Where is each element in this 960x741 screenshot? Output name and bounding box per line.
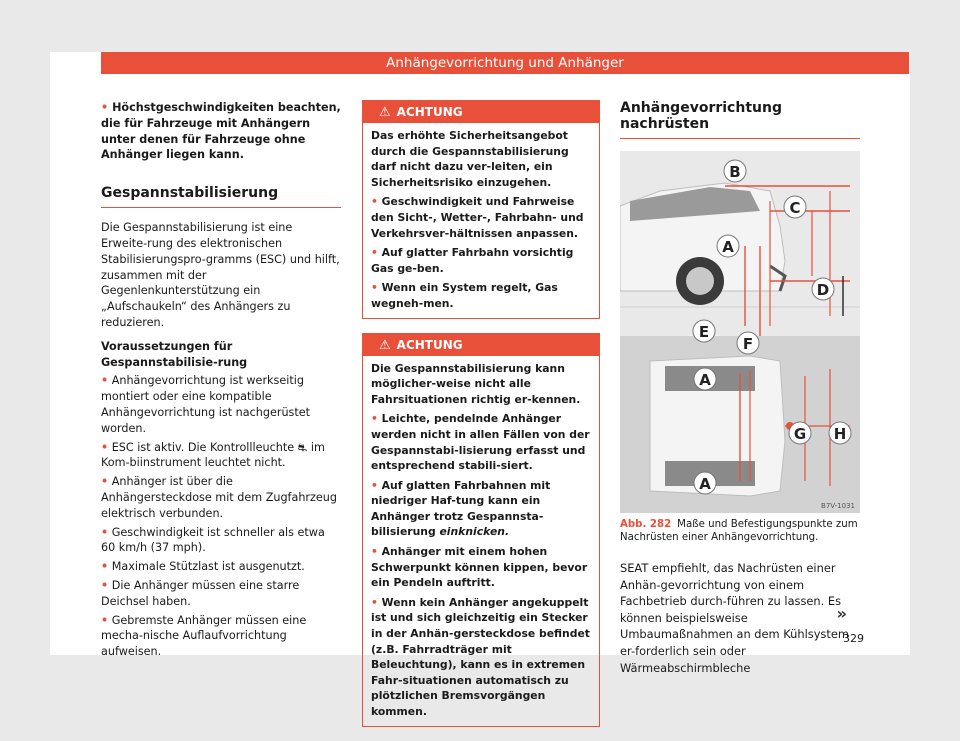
figure-label (717, 235, 739, 257)
figure-label (784, 196, 806, 218)
figure-trailer-hitch (620, 151, 860, 513)
list-item: • Anhänger mit einem hohen Schwerpunkt können kippen, bevor ein Pendeln auftritt. (371, 545, 588, 590)
list-item: • Anhängevorrichtung ist werkseitig montiert oder eine kompatible Anhängevorrichtung ist nachgerüstet worden. (101, 374, 311, 435)
warning-box (362, 333, 600, 727)
list-item: • Geschwindigkeit ist schneller als etwa 60 km/h (37 mph). (101, 525, 325, 555)
svg-text:A: A (722, 238, 734, 256)
list-item: • Auf glatten Fahrbahnen mit niedriger Haf-tung kann ein Anhänger trotz Gespannsta-bilisierung einknicken. (371, 478, 551, 539)
page-header: Anhängevorrichtung und Anhänger (101, 52, 909, 74)
figure-label (724, 160, 746, 182)
car-diagram (620, 151, 860, 513)
warning-box (362, 100, 600, 319)
list-item: • Anhänger ist über die Anhängersteckdose mit dem Zugfahrzeug elektrisch verbunden. (101, 475, 337, 520)
document-page (50, 52, 910, 718)
warning-triangle-icon: ⚠ (379, 337, 391, 353)
warning-header: ⚠ ACHTUNG (363, 101, 599, 123)
list-item: • Maximale Stützlast ist ausgenutzt. (101, 560, 305, 574)
list-item: • Leichte, pendelnde Anhänger werden nicht in allen Fällen von der Gespannstabi-lisierung erfasst und entsprechend stabili-siert. (371, 412, 590, 473)
column-left (101, 100, 341, 660)
svg-text:D: D (816, 281, 830, 299)
figure-caption: Abb. 282 Maße und Befestigungspunkte zum Nachrüsten einer Anhängevorrichtung. (620, 519, 858, 543)
figure-label (694, 472, 716, 494)
figure-label (812, 278, 834, 300)
figure-label (693, 320, 715, 342)
subheading: Voraussetzungen für Gespannstabilisie-rung (101, 339, 248, 369)
page-number: 329 (843, 632, 864, 645)
warning-intro: Die Gespannstabilisierung kann möglicher-weise nicht alle Fahrsituationen richtig er-kennen. (371, 361, 581, 406)
column-middle (362, 100, 600, 741)
warning-triangle-icon: ⚠ (379, 105, 391, 120)
figure-label (789, 422, 811, 444)
list-item: • Wenn kein Anhänger angekuppelt ist und sich gleichzeitig ein Stecker in der Anhän-gersteckdose befindet (z.B. Fahrradträger mit Beleuchtung), kann es in extremen Fahr-situationen automatisch zu plötzlichen Bremsvorgängen kommen. (371, 595, 590, 718)
list-item: • ESC ist aktiv. Die Kontrollleuchte ⛐ im Kom-biinstrument leuchtet nicht. (101, 440, 325, 470)
figure-code: B7V-1031 (821, 502, 855, 510)
warning-header: ⚠ ACHTUNG (363, 334, 599, 356)
list-item: • Gebremste Anhänger müssen eine mecha-nische Auflaufvorrichtung aufweisen. (101, 613, 307, 659)
paragraph: Die Gespannstabilisierung ist eine Erweite-rung des elektronischen Stabilisierungspro-gramms (ESC) und hilft, zusammen mit der Gegenlenkunterstützung ein „Aufschaukeln“ des Anhängers zu reduzieren. (101, 221, 340, 329)
svg-text:C: C (789, 199, 801, 217)
section-title-nachruesten: Anhängevorrichtung nachrüsten (620, 100, 860, 139)
list-item: • Geschwindigkeit und Fahrweise den Sicht-, Wetter-, Fahrbahn- und Verkehrsver-hältnissen anpassen. (371, 195, 584, 240)
list-item: • Auf glatter Fahrbahn vorsichtig Gas ge-ben. (371, 246, 574, 275)
svg-text:E: E (698, 323, 710, 341)
intro-bullet: • Höchstgeschwindigkeiten beachten, die für Fahrzeuge mit Anhängern unter denen für Fahrzeuge ohne Anhänger liegen kann. (101, 101, 341, 162)
figure-label (829, 422, 851, 444)
svg-text:F: F (742, 335, 754, 353)
paragraph: SEAT empfiehlt, das Nachrüsten einer Anhän-gevorrichtung von einem Fachbetrieb durch-führen zu lassen. Es können beispielsweise Umbaumaßnahmen an dem Kühlsystem er-forderlich sein oder Wärmeabschirmbleche (620, 561, 849, 675)
column-right (620, 100, 860, 676)
svg-text:B: B (729, 163, 741, 181)
section-title-gespannstabilisierung: Gespannstabilisierung (101, 185, 341, 208)
continue-arrow: » (836, 604, 847, 623)
figure-label (737, 332, 759, 354)
figure-label (694, 368, 716, 390)
svg-text:G: G (793, 425, 807, 443)
svg-text:A: A (699, 371, 711, 389)
list-item: • Die Anhänger müssen eine starre Deichsel haben. (101, 578, 300, 608)
svg-text:A: A (699, 475, 711, 493)
svg-text:H: H (833, 425, 847, 443)
warning-intro: Das erhöhte Sicherheitsangebot durch die Gespannstabilisierung darf nicht dazu ver-leiten, ein Sicherheitsrisiko einzugehen. (371, 129, 569, 189)
list-item: • Wenn ein System regelt, Gas wegneh-men. (371, 281, 558, 310)
